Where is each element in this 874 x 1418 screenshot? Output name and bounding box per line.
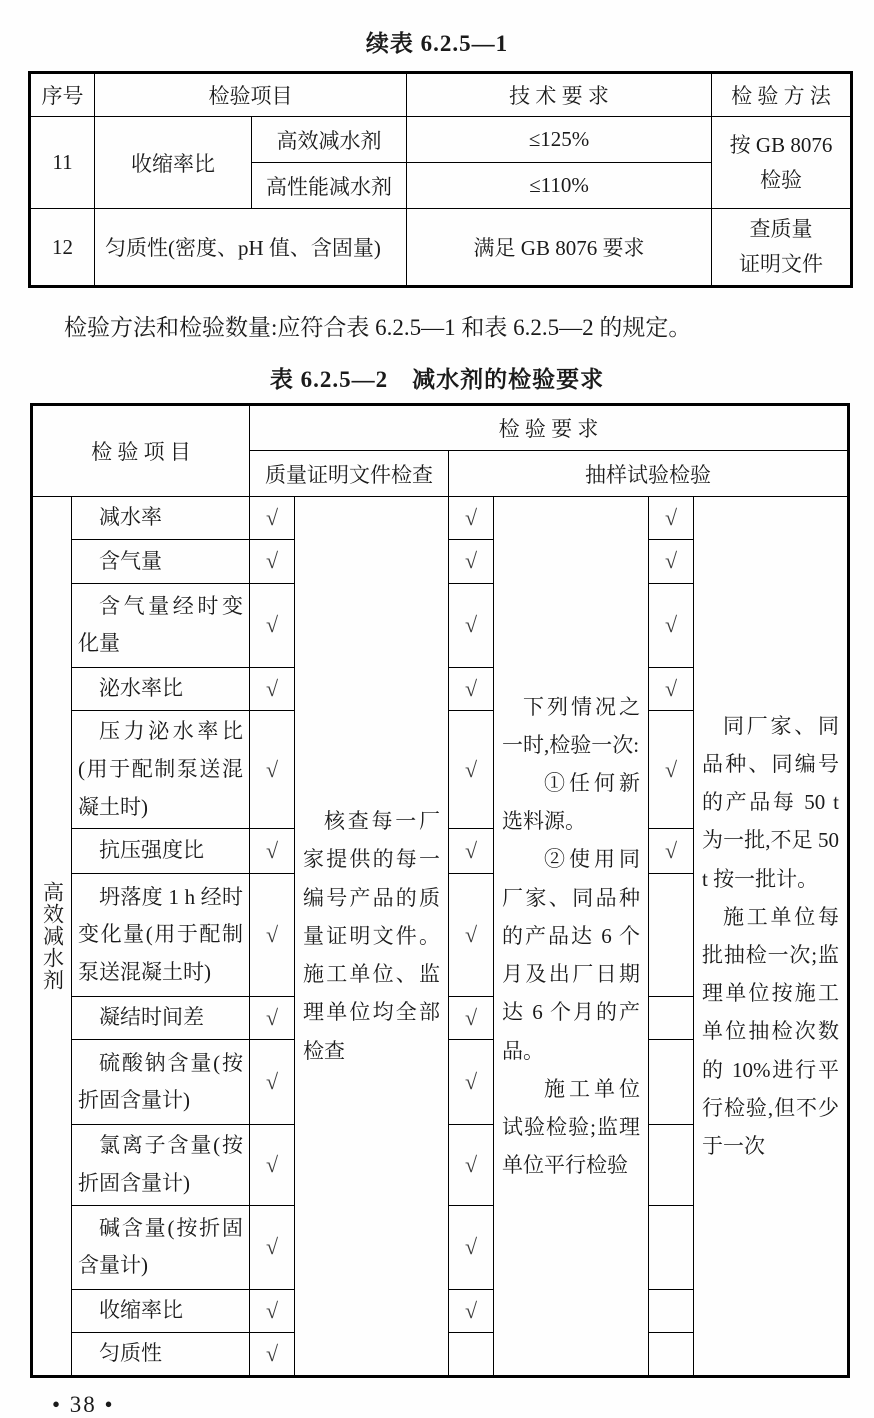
item-cell [72,1332,250,1376]
item-name: 含气量经时变化量 [78,593,243,656]
item-cell [72,829,250,874]
check-mark: √ [250,583,295,667]
row-number: 12 [30,209,95,287]
check-mark: √ [449,583,494,667]
requirement-value: ≤125% [407,117,712,163]
check-mark: √ [449,497,494,540]
check-mark: √ [250,497,295,540]
note-paragraph: ①任何新选料源。 [502,770,640,834]
check-mark [649,1289,694,1332]
item-cell [72,1205,250,1289]
table-row [30,209,852,287]
column-header-method: 检 验 方 法 [712,73,852,117]
cert-note-cell [295,497,449,1377]
check-mark [649,1205,694,1289]
note-paragraph: 核查每一厂家提供的每一编号产品的质量证明文件。施工单位、监理单位均全部检查 [303,809,440,1063]
check-mark: √ [250,1125,295,1206]
check-mark: √ [649,539,694,583]
check-mark: √ [250,710,295,828]
note-paragraph: ②使用同厂家、同品种的产品达 6 个月及出厂日期达 6 个月的产品。 [502,847,640,1063]
item-name: 抗压强度比 [99,838,204,863]
check-mark [649,997,694,1040]
sampling-condition-note-cell [494,497,649,1377]
table-row [32,497,849,540]
check-mark: √ [250,1289,295,1332]
item-name: 减水率 [99,505,162,530]
requirement-value: 满足 GB 8076 要求 [407,209,712,287]
continued-requirements-table [28,71,853,288]
sub-item-name: 高性能减水剂 [252,163,407,209]
body-paragraph: 检验方法和检验数量:应符合表 6.2.5—1 和表 6.2.5—2 的规定。 [64,315,692,340]
item-name: 收缩率比 [99,1298,183,1323]
check-mark: √ [250,1205,295,1289]
check-mark: √ [449,1205,494,1289]
check-mark: √ [250,829,295,874]
check-mark [649,1040,694,1125]
table2-header-row-1 [32,405,849,451]
check-mark: √ [449,1040,494,1125]
item-cell [72,874,250,997]
column-header-item: 检验项目 [95,73,407,117]
check-mark: √ [250,997,295,1040]
method-text: 查质量 [749,217,813,242]
item-cell [72,1289,250,1332]
item-name: 硫酸钠含量(按折固含量计) [78,1050,243,1113]
item-cell [72,710,250,828]
note-paragraph: 施工单位每批抽检一次;监理单位按施工单位抽检次数的 10%进行平行检验,但不少于一次 [702,904,839,1159]
note-paragraph: 下列情况之一时,检验一次: [502,694,640,757]
item-name: 匀质性(密度、pH 值、含固量) [95,209,407,287]
column-header-item: 检 验 项 目 [32,405,250,497]
table-row [30,117,852,163]
check-mark: √ [250,667,295,710]
check-mark: √ [649,829,694,874]
column-header-requirement: 检 验 要 求 [250,405,849,451]
item-name: 泌水率比 [99,676,183,701]
check-mark: √ [449,667,494,710]
column-header-tech-requirement: 技 术 要 求 [407,73,712,117]
method-text: 检验 [760,167,802,192]
item-cell [72,497,250,540]
check-mark: √ [449,997,494,1040]
row-number: 11 [30,117,95,209]
item-cell [72,667,250,710]
requirement-value: ≤110% [407,163,712,209]
item-name: 坍落度 1 h 经时变化量(用于配制泵送混凝土时) [78,884,243,985]
check-mark: √ [250,1332,295,1376]
note-paragraph: 施工单位试验检验;监理单位平行检验 [502,1076,640,1178]
inspection-requirements-table [30,403,850,1378]
check-mark: √ [649,667,694,710]
check-mark: √ [649,497,694,540]
item-name: 凝结时间差 [99,1005,204,1030]
check-mark [649,1125,694,1206]
category-cell [32,497,72,1377]
item-name: 氯离子含量(按折固含量计) [78,1133,243,1196]
item-name: 含气量 [99,548,162,573]
check-mark [649,1332,694,1376]
table1-title: 续表 6.2.5—1 [365,31,509,56]
check-mark: √ [649,583,694,667]
item-name: 匀质性 [99,1340,162,1365]
method-text: 按 GB 8076 [729,132,833,157]
method-cell [712,209,852,287]
method-cell [712,117,852,209]
check-mark: √ [649,710,694,828]
method-text: 证明文件 [739,252,823,276]
check-mark: √ [449,829,494,874]
item-cell [72,1040,250,1125]
sub-item-name: 高效减水剂 [252,117,407,163]
category-label: 高效减水剂 [40,880,65,991]
item-name: 压力泌水率比(用于配制泵送混凝土时) [78,718,243,819]
table2-title: 表 6.2.5—2 减水剂的检验要求 [269,367,605,393]
check-mark: √ [449,874,494,997]
item-cell [72,997,250,1040]
column-header-cert-check: 质量证明文件检查 [250,451,449,497]
check-mark: √ [250,539,295,583]
table1-header-row [30,73,852,117]
check-mark: √ [449,539,494,583]
item-cell [72,583,250,667]
check-mark: √ [449,1289,494,1332]
check-mark: √ [250,1040,295,1125]
check-mark [649,874,694,997]
check-mark: √ [250,874,295,997]
item-name: 碱含量(按折固含量计) [78,1215,243,1278]
item-cell [72,1125,250,1206]
item-name: 收缩率比 [95,117,252,209]
note-paragraph: 同厂家、同品种、同编号的产品每 50 t 为一批,不足 50 t 按一批计。 [702,713,839,891]
column-header-sample-check: 抽样试验检验 [449,451,849,497]
check-mark [449,1332,494,1376]
item-cell [72,539,250,583]
check-mark: √ [449,1125,494,1206]
check-mark: √ [449,710,494,828]
page-number: • 38 • [52,1391,115,1417]
sampling-batch-note-cell [694,497,849,1377]
column-header-no: 序号 [30,73,95,117]
